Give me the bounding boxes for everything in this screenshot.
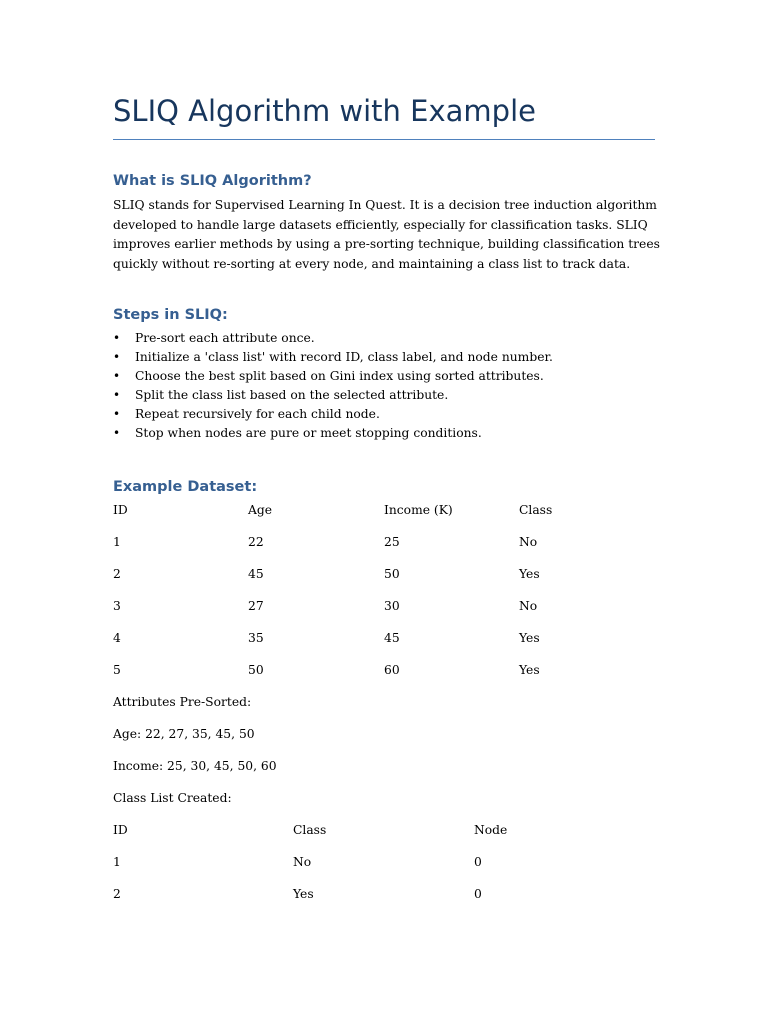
table-cell-income: 25: [384, 535, 400, 549]
list-item: [113, 386, 553, 405]
class-list-header-node: Node: [474, 823, 508, 837]
bullet-icon: •: [113, 350, 121, 364]
heading-what-is-sliq: What is SLIQ Algorithm?: [113, 173, 312, 189]
table-cell-age: 50: [248, 663, 264, 677]
table-cell-income: 60: [384, 663, 400, 677]
table-cell-class: Yes: [519, 631, 540, 645]
table-header-class: Class: [519, 503, 553, 517]
list-item: [113, 329, 553, 348]
heading-example-dataset: Example Dataset:: [113, 479, 258, 495]
table-cell-id: 1: [113, 535, 121, 549]
list-item: [113, 424, 553, 443]
table-cell-id: 3: [113, 599, 121, 613]
table-header-age: Age: [248, 503, 273, 517]
class-list-cell-id: 1: [113, 855, 121, 869]
bullet-icon: •: [113, 407, 121, 421]
table-header-id: ID: [113, 503, 128, 517]
class-list-cell-node: 0: [474, 887, 482, 901]
list-item: [113, 405, 553, 424]
bullet-icon: •: [113, 331, 121, 345]
paragraph-line: SLIQ stands for Supervised Learning In Quest. It is a decision tree induction algorithm: [113, 198, 657, 212]
table-cell-id: 4: [113, 631, 121, 645]
list-item: [113, 348, 553, 367]
income-sorted: Income: 25, 30, 45, 50, 60: [113, 759, 277, 773]
class-list-cell-class: No: [293, 855, 312, 869]
list-item-text: Split the class list based on the selected attribute.: [135, 388, 449, 402]
list-item-text: Repeat recursively for each child node.: [135, 407, 380, 421]
table-cell-id: 5: [113, 663, 121, 677]
list-item-text: Choose the best split based on Gini index using sorted attributes.: [135, 369, 544, 383]
class-list-header-id: ID: [113, 823, 128, 837]
table-cell-income: 50: [384, 567, 400, 581]
table-cell-age: 27: [248, 599, 264, 613]
list-item: [113, 367, 553, 386]
intro-paragraph: [113, 196, 660, 275]
bullet-icon: •: [113, 388, 121, 402]
steps-list: [113, 329, 553, 443]
table-cell-id: 2: [113, 567, 121, 581]
table-cell-age: 45: [248, 567, 264, 581]
class-list-cell-id: 2: [113, 887, 121, 901]
paragraph-line: developed to handle large datasets efficiently, especially for classification tasks. SLIQ: [113, 217, 648, 232]
list-item-text: Pre-sort each attribute once.: [135, 331, 315, 345]
document-title: SLIQ Algorithm with Example: [113, 94, 536, 128]
table-cell-class: No: [519, 599, 538, 613]
table-cell-age: 35: [248, 631, 264, 645]
paragraph-line: improves earlier methods by using a pre-sorting technique, building classification trees: [113, 237, 660, 252]
class-list-label: Class List Created:: [113, 791, 232, 805]
class-list-cell-node: 0: [474, 855, 482, 869]
title-underline: [113, 139, 655, 140]
table-cell-class: Yes: [519, 663, 540, 677]
table-cell-class: Yes: [519, 567, 540, 581]
list-item-text: Initialize a 'class list' with record ID, class label, and node number.: [135, 350, 553, 364]
bullet-icon: •: [113, 369, 121, 383]
table-cell-income: 30: [384, 599, 400, 613]
class-list-cell-class: Yes: [293, 887, 314, 901]
heading-steps: Steps in SLIQ:: [113, 307, 228, 323]
table-cell-class: No: [519, 535, 538, 549]
presorted-label: Attributes Pre-Sorted:: [113, 695, 252, 709]
class-list-header-class: Class: [293, 823, 327, 837]
bullet-icon: •: [113, 426, 121, 440]
age-sorted: Age: 22, 27, 35, 45, 50: [113, 727, 255, 741]
list-item-text: Stop when nodes are pure or meet stopping conditions.: [135, 426, 482, 440]
table-header-income: Income (K): [384, 503, 453, 517]
paragraph-line: quickly without re-sorting at every node, and maintaining a class list to track data.: [113, 257, 631, 272]
table-cell-income: 45: [384, 631, 400, 645]
table-cell-age: 22: [248, 535, 264, 549]
